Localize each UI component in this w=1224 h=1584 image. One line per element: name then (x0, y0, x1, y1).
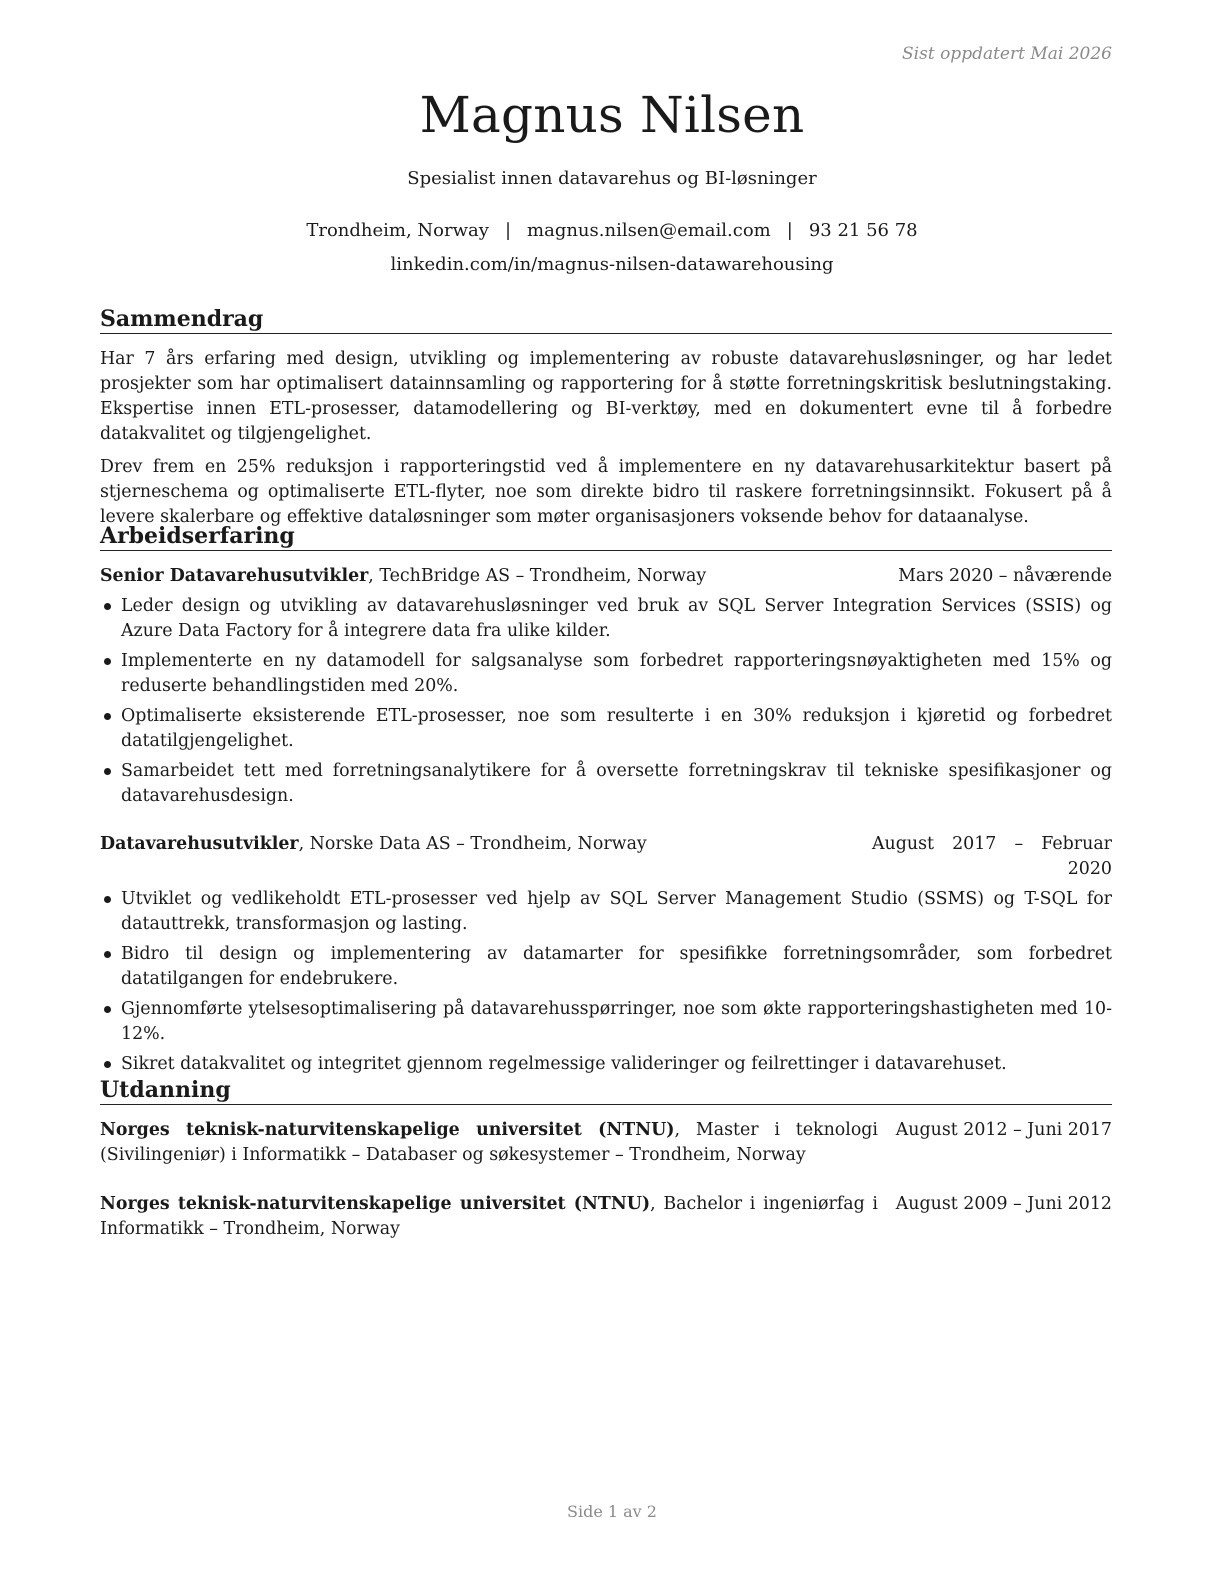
education-section (100, 1077, 1112, 1242)
job-bullets (100, 887, 1112, 1077)
education-item (100, 1118, 1112, 1168)
job-title-line (100, 564, 898, 589)
list-item: Optimaliserte eksisterende ETL-prosesser, noe som resulterte i en 30% reduksjon i kjøretid og forbedret datatilgjengelighet. (100, 704, 1112, 754)
separator: | (786, 220, 793, 241)
linkedin-link[interactable]: linkedin.com/in/magnus-nilsen-datawarehousing (390, 254, 834, 275)
school-name: Norges teknisk-naturvitenskapelige universitet (NTNU) (100, 1120, 675, 1140)
education-dates: August 2012 – Juni 2017 (895, 1120, 1112, 1140)
candidate-name: Magnus Nilsen (419, 86, 805, 144)
experience-section (100, 523, 1112, 1077)
job-company: , TechBridge AS – Trondheim, Norway (368, 566, 707, 586)
email-link[interactable]: magnus.nilsen@email.com (527, 220, 771, 241)
list-item: Samarbeidet tett med forretningsanalytikere for å oversette forretningskrav til tekniske spesifikasjoner og datavarehusdesign. (100, 759, 1112, 809)
contact-line (0, 220, 1224, 241)
education-description (100, 1192, 878, 1242)
job-title-line (100, 832, 872, 857)
tagline: Spesialist innen datavarehus og BI-løsninger (407, 168, 817, 189)
last-updated: Sist oppdatert Mai 2026 (902, 44, 1112, 64)
summary-paragraph: Har 7 års erfaring med design, utvikling og implementering av robuste datavarehusløsninger, og har ledet prosjekter som har optimalisert datainnsamling og rapportering for å støtte forretningskritisk beslutningstaking. Ekspertise innen ETL-prosesser, datamodellering og BI-verktøy, med en dokumentert evne til å forbedre datakvalitet og tilgjengelighet. (100, 349, 1112, 444)
job-role: Datavarehusutvikler (100, 834, 299, 854)
degree: , Bachelor i ingeniørfag i Informatikk – Trondheim, Norway (100, 1194, 878, 1239)
location: Trondheim, Norway (306, 220, 489, 241)
school-name: Norges teknisk-naturvitenskapelige universitet (NTNU) (100, 1194, 651, 1214)
summary-paragraph: Drev frem en 25% reduksjon i rapporteringstid ved å implementere en ny datavarehusarkitektur basert på stjerneschema og optimaliserte ETL-flyter, noe som direkte bidro til raskere forretningsinnsikt. Fokusert på å levere skalerbare og effektive dataløsninger som møter organisasjoners voksende behov for dataanalyse. (100, 457, 1112, 527)
job-header (100, 564, 1112, 589)
list-item: Leder design og utvikling av datavarehusløsninger ved bruk av SQL Server Integration Services (SSIS) og Azure Data Factory for å integrere data fra ulike kilder. (100, 594, 1112, 644)
section-title-education: Utdanning (100, 1077, 1112, 1105)
phone: 93 21 56 78 (808, 220, 918, 241)
job-dates: August 2017 – Februar 2020 (872, 834, 1112, 879)
education-dates: August 2009 – Juni 2012 (895, 1194, 1112, 1214)
list-item: Sikret datakvalitet og integritet gjennom regelmessige valideringer og feilrettinger i datavarehuset. (100, 1052, 1112, 1077)
separator: | (504, 220, 512, 241)
education-item (100, 1192, 1112, 1242)
page-number: Side 1 av 2 (567, 1502, 657, 1521)
job-header (100, 832, 1112, 882)
list-item: Implementerte en ny datamodell for salgsanalyse som forbedret rapporteringsnøyaktigheten med 15% og reduserte behandlingstiden med 20%. (100, 649, 1112, 699)
list-item: Bidro til design og implementering av datamarter for spesifikke forretningsområder, som forbedret datatilgangen for endebrukere. (100, 942, 1112, 992)
job-role: Senior Datavarehusutvikler (100, 566, 369, 586)
degree: , Master i teknologi (Sivilingeniør) i Informatikk – Databaser og søkesystemer – Trondheim, Norway (100, 1120, 878, 1165)
job-dates: Mars 2020 – nåværende (898, 566, 1112, 586)
section-title-experience: Arbeidserfaring (100, 523, 1112, 551)
summary-section (100, 306, 1112, 530)
list-item: Utviklet og vedlikeholdt ETL-prosesser ved hjelp av SQL Server Management Studio (SSMS) og T-SQL for datauttrekk, transformasjon og lasting. (100, 887, 1112, 937)
list-item: Gjennomførte ytelsesoptimalisering på datavarehusspørringer, noe som økte rapporteringshastigheten med 10-12%. (100, 997, 1112, 1047)
education-description (100, 1118, 878, 1168)
job-company: , Norske Data AS – Trondheim, Norway (298, 834, 647, 854)
section-title-summary: Sammendrag (100, 306, 1112, 334)
job-bullets (100, 594, 1112, 809)
